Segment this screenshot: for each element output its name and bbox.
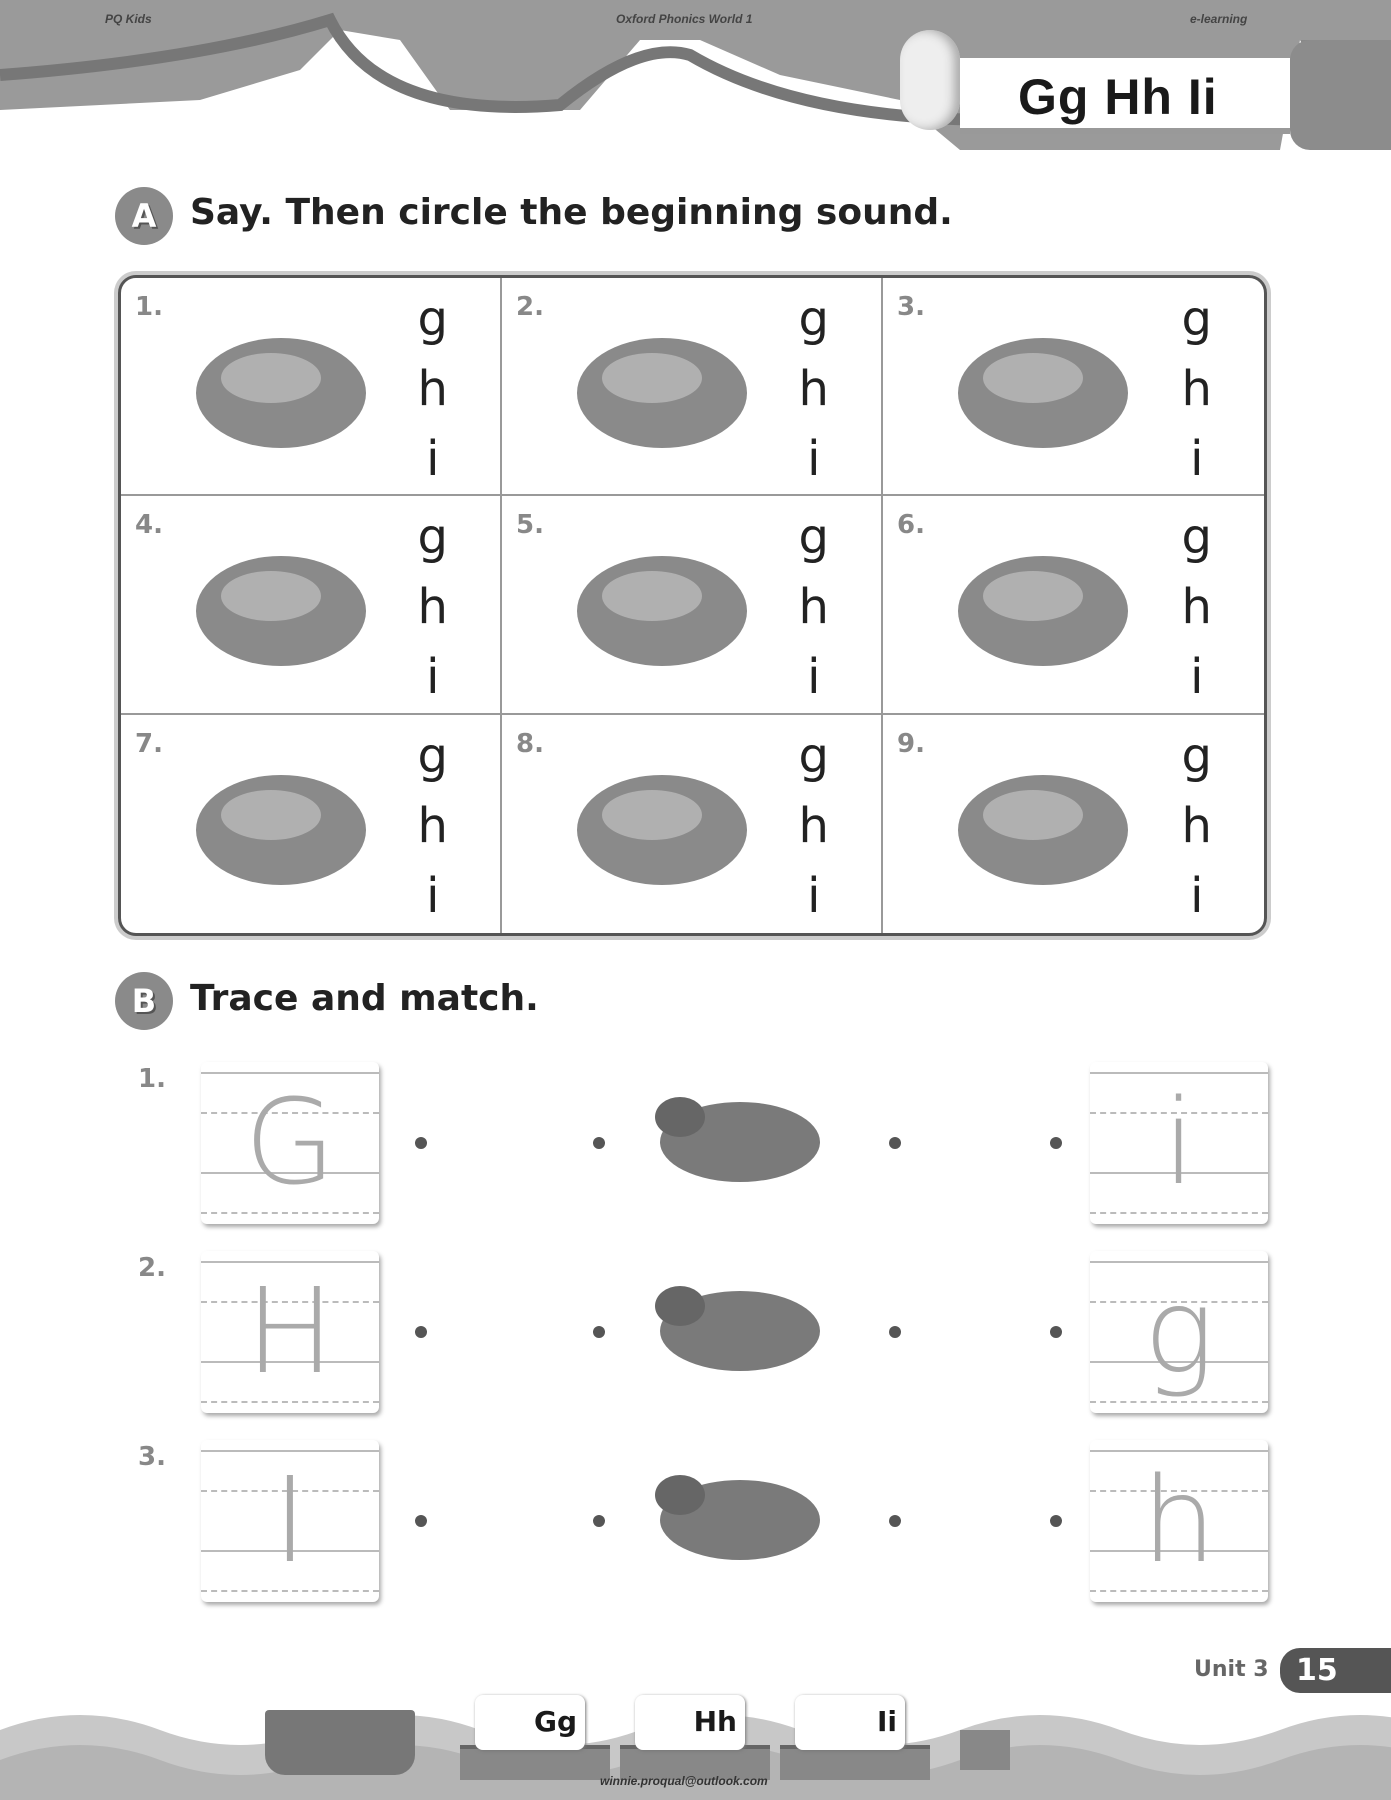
- match-dot[interactable]: [1050, 1326, 1062, 1338]
- row-number: 3.: [138, 1442, 166, 1472]
- row-number: 2.: [138, 1253, 166, 1283]
- trace-box[interactable]: [1090, 1062, 1268, 1224]
- letter-options: [418, 721, 448, 931]
- item-number: 9.: [897, 728, 925, 759]
- page-title: Gg Hh Ii: [1018, 69, 1218, 125]
- trace-box[interactable]: [201, 1062, 379, 1224]
- letter-option-g[interactable]: g: [417, 509, 448, 566]
- iguana-picture: [557, 313, 767, 463]
- horse-picture: [630, 1261, 850, 1406]
- letter-option-h[interactable]: h: [417, 579, 448, 636]
- match-dot[interactable]: [593, 1137, 605, 1149]
- item-number: 2.: [516, 292, 544, 322]
- barge: [460, 1745, 610, 1780]
- letter-option-i[interactable]: i: [426, 649, 440, 706]
- card-letters: Hh: [693, 1705, 737, 1738]
- match-dot[interactable]: [415, 1326, 427, 1338]
- gorilla-picture: [938, 531, 1148, 681]
- grid-cell: [502, 715, 883, 933]
- letter-option-g[interactable]: g: [798, 291, 829, 347]
- letter-option-h[interactable]: h: [798, 797, 829, 854]
- grid-cell: [121, 278, 502, 496]
- letter-option-g[interactable]: g: [1181, 509, 1212, 566]
- grid-cell: [502, 496, 883, 714]
- letter-option-h[interactable]: h: [798, 579, 829, 636]
- trace-letter: g: [1143, 1262, 1215, 1400]
- item-number: 4.: [135, 510, 163, 541]
- letter-options: [1182, 721, 1212, 931]
- girl-picture: [557, 750, 767, 900]
- letter-option-g[interactable]: g: [798, 727, 829, 784]
- horse-picture: [557, 531, 767, 681]
- trace-box[interactable]: [201, 1440, 379, 1602]
- trace-letter: i: [1162, 1073, 1196, 1211]
- letter-option-g[interactable]: g: [417, 727, 448, 784]
- match-dot[interactable]: [415, 1137, 427, 1149]
- section-a-title: Say. Then circle the beginning sound.: [190, 192, 953, 233]
- letter-option-i[interactable]: i: [426, 867, 440, 924]
- letter-option-g[interactable]: g: [417, 291, 448, 347]
- letter-option-h[interactable]: h: [1181, 579, 1212, 636]
- grid-cell: [883, 715, 1264, 933]
- letter-option-h[interactable]: h: [417, 361, 448, 417]
- gift-box-picture: [176, 313, 386, 463]
- item-number: 5.: [516, 510, 544, 541]
- letter-options: [1182, 502, 1212, 712]
- boat-flag: [960, 1730, 1010, 1770]
- match-dot[interactable]: [415, 1515, 427, 1527]
- grid-cell: [883, 496, 1264, 714]
- card-letters: Ii: [876, 1705, 897, 1738]
- letter-option-i[interactable]: i: [807, 649, 821, 706]
- letter-options: [1182, 284, 1212, 494]
- insect-picture: [630, 1072, 850, 1217]
- letter-card: [635, 1695, 745, 1750]
- igloo-picture: [938, 750, 1148, 900]
- trace-letter: G: [244, 1073, 336, 1211]
- match-dot[interactable]: [889, 1326, 901, 1338]
- match-dot[interactable]: [889, 1515, 901, 1527]
- match-dot[interactable]: [889, 1137, 901, 1149]
- grid-cell: [883, 278, 1264, 496]
- header-right: e-learning: [1190, 12, 1248, 26]
- letter-option-h[interactable]: h: [417, 797, 448, 854]
- trace-box[interactable]: [1090, 1251, 1268, 1413]
- letter-options: [799, 721, 829, 931]
- banner-tab: [1290, 40, 1391, 150]
- letter-options: [418, 284, 448, 494]
- trace-box[interactable]: [201, 1251, 379, 1413]
- match-dot[interactable]: [593, 1326, 605, 1338]
- letter-options: [418, 502, 448, 712]
- trace-box[interactable]: [1090, 1440, 1268, 1602]
- card-letters: Gg: [533, 1705, 577, 1738]
- grid-cell: [502, 278, 883, 496]
- header-left: PQ Kids: [105, 12, 152, 26]
- circle-sound-grid: [118, 275, 1267, 936]
- letter-option-g[interactable]: g: [1181, 291, 1212, 347]
- row-number: 1.: [138, 1064, 166, 1094]
- item-number: 7.: [135, 728, 163, 759]
- hot-dog-picture: [176, 750, 386, 900]
- letter-option-i[interactable]: i: [1190, 649, 1204, 706]
- item-number: 8.: [516, 728, 544, 759]
- letter-option-g[interactable]: g: [798, 509, 829, 566]
- page-number: 15: [1280, 1648, 1391, 1693]
- match-dot[interactable]: [593, 1515, 605, 1527]
- grid-cell: [121, 496, 502, 714]
- letter-options: [799, 284, 829, 494]
- footer-email: winnie.proqual@outlook.com: [600, 1774, 768, 1788]
- letter-option-i[interactable]: i: [1190, 431, 1204, 487]
- letter-option-i[interactable]: i: [1190, 867, 1204, 924]
- section-a-badge: A: [115, 187, 173, 245]
- letter-option-i[interactable]: i: [426, 431, 440, 487]
- letter-option-h[interactable]: h: [798, 361, 829, 417]
- unit-label: Unit 3: [1194, 1657, 1269, 1682]
- letter-option-i[interactable]: i: [807, 431, 821, 487]
- grid-cell: [121, 715, 502, 933]
- header-scroll: [900, 30, 960, 130]
- letter-option-i[interactable]: i: [807, 867, 821, 924]
- item-number: 3.: [897, 292, 925, 322]
- goat-picture: [630, 1450, 850, 1595]
- letter-options: [799, 502, 829, 712]
- trace-letter: h: [1141, 1451, 1217, 1589]
- tugboat: [265, 1710, 415, 1775]
- section-b-badge: B: [115, 972, 173, 1030]
- letter-card: [475, 1695, 585, 1750]
- ink-bottle-picture: [176, 531, 386, 681]
- section-b-title: Trace and match.: [190, 978, 539, 1019]
- letter-card: [795, 1695, 905, 1750]
- hat-picture: [938, 313, 1148, 463]
- letter-option-h[interactable]: h: [1181, 361, 1212, 417]
- item-number: 6.: [897, 510, 925, 541]
- trace-letter: I: [272, 1451, 308, 1589]
- match-dot[interactable]: [1050, 1137, 1062, 1149]
- header-center: Oxford Phonics World 1: [616, 12, 753, 26]
- letter-option-g[interactable]: g: [1181, 727, 1212, 784]
- barge: [780, 1745, 930, 1780]
- letter-option-h[interactable]: h: [1181, 797, 1212, 854]
- match-dot[interactable]: [1050, 1515, 1062, 1527]
- item-number: 1.: [135, 292, 163, 322]
- trace-letter: H: [245, 1262, 335, 1400]
